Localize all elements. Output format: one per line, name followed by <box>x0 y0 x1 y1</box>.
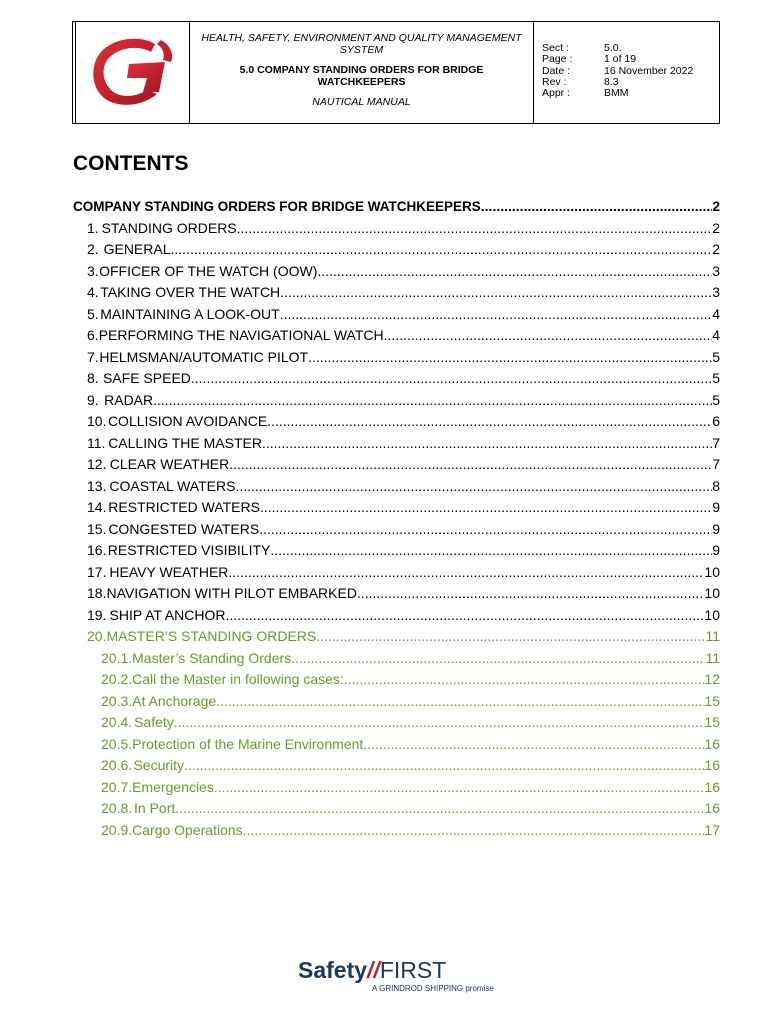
toc-page-number: 12 <box>704 671 720 687</box>
toc-leader-dots <box>260 498 712 516</box>
meta-key: Appr : <box>542 87 571 100</box>
toc-entry[interactable] <box>101 670 720 688</box>
toc-page-number: 10 <box>704 606 720 623</box>
toc-page-number: 2 <box>712 241 720 257</box>
toc-entry[interactable] <box>87 520 720 538</box>
toc-number: 10. <box>87 413 107 429</box>
toc-number: 12. <box>87 456 107 472</box>
toc-page-number: 2 <box>712 199 720 214</box>
toc-leader-dots <box>344 670 705 688</box>
toc-title: COLLISION AVOIDANCE <box>107 413 268 429</box>
toc-page-number: 9 <box>712 499 720 515</box>
toc-title: OFFICER OF THE WATCH (OOW) <box>99 262 318 279</box>
toc-entry[interactable] <box>101 778 720 796</box>
toc-number: 20.8. <box>101 800 133 816</box>
meta-value: 16 November 2022 <box>604 64 694 77</box>
toc-title: At Anchorage <box>132 692 217 709</box>
toc-page-number: 10 <box>704 563 720 580</box>
toc-title: Protection of the Marine Environment <box>132 735 364 752</box>
toc-page-number: 9 <box>712 542 720 558</box>
toc-leader-dots <box>291 649 705 667</box>
toc-page-number: 7 <box>712 434 720 451</box>
toc-entry[interactable] <box>87 326 720 344</box>
toc-number: 18. <box>87 585 107 601</box>
meta-row <box>542 66 719 77</box>
toc-title: HELMSMAN/AUTOMATIC PILOT <box>99 348 309 365</box>
toc-number: 20.1. <box>101 649 133 666</box>
toc-number: 5. <box>87 305 99 322</box>
toc-number: 4. <box>87 284 99 300</box>
toc-number: 20.9. <box>101 821 133 838</box>
toc-number: 13. <box>87 477 107 494</box>
toc-leader-dots <box>228 563 704 581</box>
toc-leader-dots <box>229 455 712 473</box>
meta-key: Sect : <box>542 42 569 54</box>
toc-entry[interactable] <box>101 692 720 710</box>
toc-title: Master’s Standing Orders <box>132 649 292 666</box>
toc-number: 17. <box>87 563 107 580</box>
toc-title: GENERAL <box>103 241 171 257</box>
toc-entry[interactable] <box>87 584 720 602</box>
toc-entry[interactable] <box>87 606 720 624</box>
toc-number: 7. <box>87 348 99 365</box>
toc-leader-dots <box>216 692 704 710</box>
toc-number: 20.2. <box>101 671 133 687</box>
toc-entry[interactable] <box>87 477 720 495</box>
meta-value: BMM <box>604 87 629 100</box>
toc-page-number: 4 <box>712 305 720 322</box>
toc-entry[interactable] <box>87 455 720 473</box>
toc-title: CALLING THE MASTER <box>108 434 262 451</box>
toc-leader-dots <box>317 262 712 280</box>
toc-title: CLEAR WEATHER <box>109 456 230 472</box>
company-logo-icon <box>85 34 177 110</box>
toc-leader-dots <box>357 584 704 602</box>
toc-entry[interactable] <box>87 627 720 645</box>
toc-page-number: 16 <box>704 778 720 795</box>
toc-page-number: 7 <box>712 456 720 472</box>
toc-leader-dots <box>225 606 704 624</box>
hsqe-system-title: HEALTH, SAFETY, ENVIRONMENT AND QUALITY MANAGEMENT SYSTEM <box>201 32 522 56</box>
toc-number: 14. <box>87 499 107 515</box>
footer-tagline: A GRINDROD SHIPPING promise <box>372 984 494 993</box>
toc-page-number: 8 <box>712 477 720 494</box>
toc-leader-dots <box>153 391 712 409</box>
toc-title: CONGESTED WATERS <box>108 520 260 537</box>
toc-page-number: 5 <box>712 370 720 386</box>
toc-number: 20. <box>87 628 107 644</box>
document-header <box>72 21 720 124</box>
toc-entry[interactable] <box>87 240 720 258</box>
toc-entry[interactable] <box>87 498 720 516</box>
toc-leader-dots <box>171 240 713 258</box>
toc-leader-dots <box>235 477 712 495</box>
toc-title: RESTRICTED WATERS <box>108 499 260 515</box>
toc-leader-dots <box>280 283 712 301</box>
manual-name: NAUTICAL MANUAL <box>312 96 411 108</box>
toc-number: 20.3. <box>101 692 133 709</box>
toc-entry[interactable] <box>87 262 720 280</box>
toc-number: 20.5. <box>101 735 133 752</box>
toc-entry[interactable] <box>87 348 720 366</box>
footer-branding <box>298 957 498 993</box>
toc-number: 20.7. <box>101 778 133 795</box>
toc-page-number: 6 <box>712 413 720 429</box>
toc-leader-dots <box>316 627 705 645</box>
toc-leader-dots <box>191 369 712 387</box>
toc-leader-dots <box>262 434 712 452</box>
toc-page-number: 11 <box>705 628 720 644</box>
toc-page-number: 16 <box>704 735 720 752</box>
toc-title: HEAVY WEATHER <box>109 563 229 580</box>
contents-heading: CONTENTS <box>73 152 189 175</box>
toc-number: 15. <box>87 520 107 537</box>
meta-key: Date : <box>542 64 571 77</box>
toc-title: Cargo Operations <box>132 821 243 838</box>
toc-leader-dots <box>243 821 705 839</box>
toc-entry[interactable] <box>101 821 720 839</box>
toc-page-number: 5 <box>712 391 720 408</box>
toc-leader-dots <box>363 735 704 753</box>
toc-leader-dots <box>267 412 712 430</box>
toc-title: MAINTAINING A LOOK-OUT <box>100 305 280 322</box>
toc-title: SAFE SPEED <box>102 370 191 386</box>
toc-title: NAVIGATION WITH PILOT EMBARKED <box>106 585 357 601</box>
toc-entry[interactable] <box>73 197 720 215</box>
toc-entry[interactable] <box>101 799 720 817</box>
toc-page-number: 15 <box>704 692 720 709</box>
toc-entry[interactable] <box>87 541 720 559</box>
toc-leader-dots <box>175 799 704 817</box>
meta-key: Page : <box>542 53 573 66</box>
header-title-cell <box>190 22 534 123</box>
document-title: 5.0 COMPANY STANDING ORDERS FOR BRIDGE WATCHKEEPERS <box>239 64 484 88</box>
document-meta <box>534 22 719 123</box>
toc-leader-dots <box>270 541 712 559</box>
toc-leader-dots <box>481 197 713 215</box>
toc-title: SHIP AT ANCHOR <box>109 606 226 623</box>
toc-leader-dots <box>184 756 704 774</box>
meta-row <box>542 54 719 65</box>
toc-entry[interactable] <box>87 369 720 387</box>
toc-title: COMPANY STANDING ORDERS FOR BRIDGE WATCHKEEPERS <box>73 199 481 214</box>
toc-title: Call the Master in following cases: <box>132 671 344 687</box>
toc-number: 9. <box>87 391 99 408</box>
meta-value: 1 of 19 <box>604 53 637 66</box>
toc-leader-dots <box>214 778 705 796</box>
toc-number: 11. <box>87 434 106 451</box>
toc-number: 20.6. <box>101 757 133 773</box>
toc-leader-dots <box>280 305 713 323</box>
safety-first-logo: Safety//FIRST <box>298 957 447 983</box>
toc-page-number: 2 <box>712 219 720 236</box>
toc-page-number: 17 <box>704 821 720 838</box>
toc-entry[interactable] <box>87 563 720 581</box>
toc-entry[interactable] <box>101 756 720 774</box>
toc-number: 1. <box>87 219 99 236</box>
meta-row <box>542 88 719 99</box>
toc-title: In Port <box>134 800 176 816</box>
toc-title: MASTER’S STANDING ORDERS <box>106 628 317 644</box>
toc-entry[interactable] <box>87 305 720 323</box>
toc-number: 2. <box>87 241 99 257</box>
toc-number: 8. <box>87 370 99 386</box>
toc-title: Emergencies <box>132 778 214 795</box>
toc-number: 6. <box>87 327 99 343</box>
toc-page-number: 3 <box>712 262 720 279</box>
meta-key: Rev : <box>542 75 567 88</box>
meta-value: 5.0. <box>604 42 622 54</box>
meta-value: 8.3 <box>604 75 619 88</box>
toc-entry[interactable] <box>101 713 720 731</box>
toc-title: STANDING ORDERS <box>101 219 237 236</box>
toc-leader-dots <box>259 520 712 538</box>
toc-entry[interactable] <box>87 283 720 301</box>
toc-leader-dots <box>237 219 713 237</box>
toc-entry[interactable] <box>87 434 720 452</box>
toc-number: 19. <box>87 606 107 623</box>
toc-title: COASTAL WATERS <box>109 477 236 494</box>
toc-title: Security <box>133 757 185 773</box>
toc-page-number: 15 <box>704 714 720 730</box>
toc-page-number: 11 <box>705 649 720 666</box>
toc-number: 3. <box>87 262 99 279</box>
toc-leader-dots <box>308 348 712 366</box>
toc-leader-dots <box>384 326 713 344</box>
toc-entry[interactable] <box>101 735 720 753</box>
toc-leader-dots <box>174 713 705 731</box>
toc-title: TAKING OVER THE WATCH <box>100 284 281 300</box>
toc-page-number: 3 <box>712 284 720 300</box>
toc-title: RADAR <box>104 391 154 408</box>
toc-page-number: 16 <box>704 757 720 773</box>
toc-page-number: 10 <box>704 585 720 601</box>
toc-title: PERFORMING THE NAVIGATIONAL WATCH <box>98 327 384 343</box>
toc-entry[interactable] <box>87 219 720 237</box>
toc-entry[interactable] <box>101 649 720 667</box>
toc-page-number: 5 <box>712 348 720 365</box>
company-logo-cell <box>73 22 190 123</box>
toc-page-number: 9 <box>712 520 720 537</box>
toc-entry[interactable] <box>87 391 720 409</box>
toc-entry[interactable] <box>87 412 720 430</box>
toc-title: RESTRICTED VISIBILITY <box>107 542 271 558</box>
toc-page-number: 16 <box>704 800 720 816</box>
toc-title: Safety <box>134 714 174 730</box>
toc-number: 20.4. <box>101 714 133 730</box>
toc-number: 16. <box>87 542 107 558</box>
toc-page-number: 4 <box>712 327 720 343</box>
